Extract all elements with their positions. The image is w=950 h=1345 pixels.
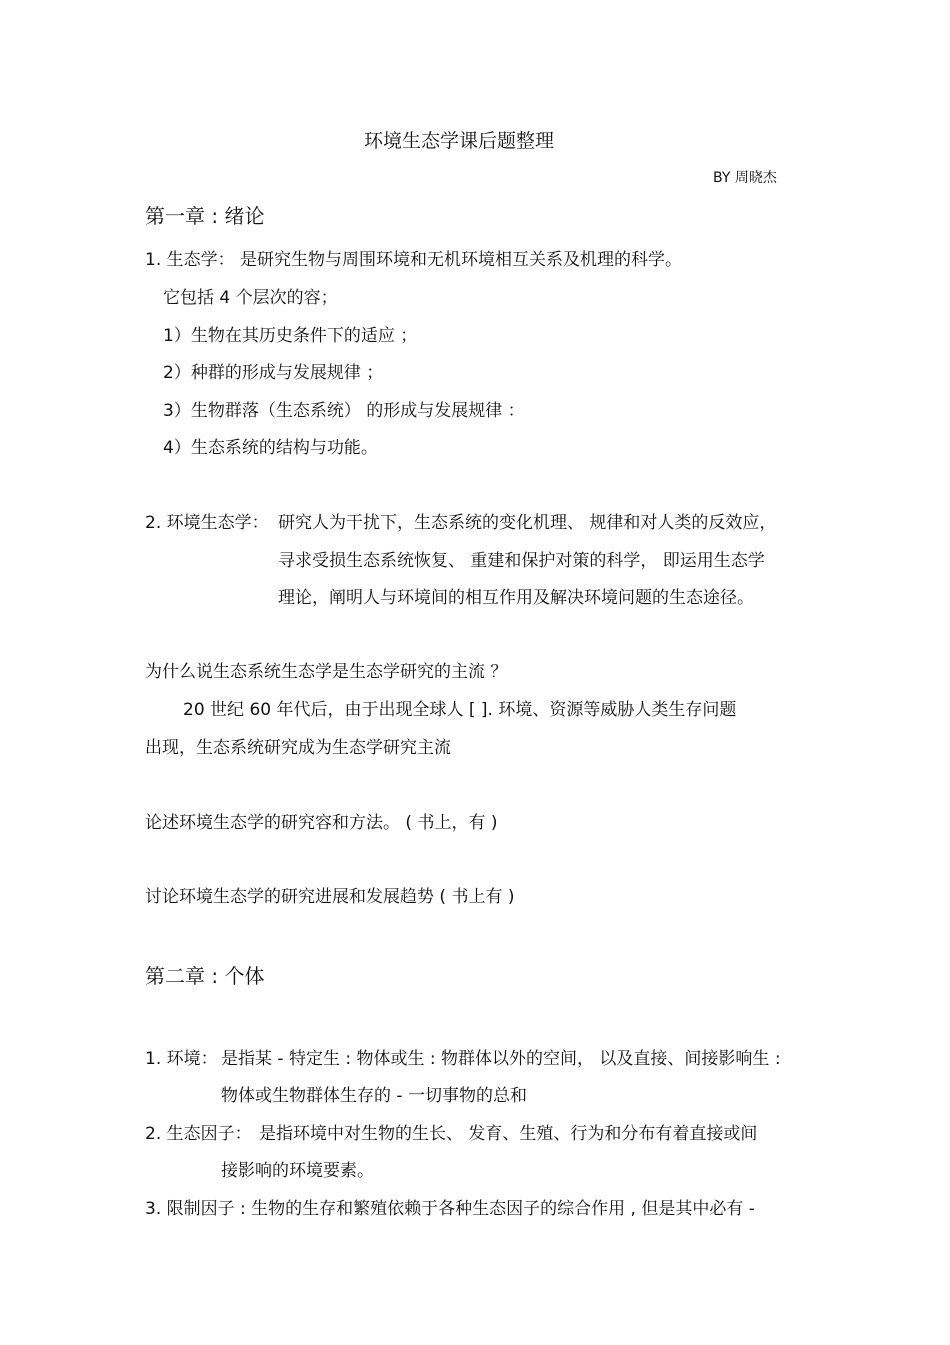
q3-answer: 出现，生态系统研究成为生态学研究主流 xyxy=(145,738,451,758)
chapter2-heading: 第二章 : 个体 xyxy=(145,964,265,988)
d3-line: 3. 限制因子 : 生物的生存和繁殖依赖于各种生态因子的综合作用 , 但是其中必有 - xyxy=(145,1199,755,1219)
d1-line: 物体或生物群体生存的 - 一切事物的总和 xyxy=(221,1086,527,1106)
q1-item: 4）生态系统的结构与功能。 xyxy=(163,438,378,458)
d2-line: 接影响的环境要素。 xyxy=(221,1161,374,1181)
q1-definition: 是研究生物与周围环境和无机环境相互关系及机理的科学。 xyxy=(240,250,682,270)
q1-item: 3）生物群落（生态系统） 的形成与发展规律 ： xyxy=(163,401,525,421)
q2-line: 研究人为干扰下，生态系统的变化机理、 规律和对人类的反效应， xyxy=(278,513,777,533)
q3-question: 为什么说生态系统生态学是生态学研究的主流 ？ xyxy=(145,662,508,682)
q1-item: 1）生物在其历史条件下的适应 ； xyxy=(163,326,418,346)
q2-term: 2. 环境生态学： xyxy=(145,513,269,533)
q2-line: 理论，阐明人与环境间的相互作用及解决环境问题的生态途径。 xyxy=(278,588,754,608)
q4-question: 论述环境生态学的研究容和方法。 ( 书上，有 ) xyxy=(145,813,498,833)
q2-line: 寻求受损生态系统恢复、 重建和保护对策的科学， 即运用生态学 xyxy=(278,551,765,571)
d2-term: 2. 生态因子： xyxy=(145,1124,252,1144)
author-byline: BY 周晓杰 xyxy=(713,170,777,186)
q5-question: 讨论环境生态学的研究进展和发展趋势 ( 书上有 ) xyxy=(145,887,515,907)
chapter1-heading: 第一章 : 绪论 xyxy=(145,204,265,228)
d1-term: 1. 环境： xyxy=(145,1049,218,1069)
q1-item: 2）种群的形成与发展规律 ； xyxy=(163,363,384,383)
q3-answer: 20 世纪 60 年代后，由于出现全球人 [ ]. 环境、资源等威胁人类生存问题 xyxy=(183,700,737,720)
document-title: 环境生态学课后题整理 xyxy=(364,130,555,152)
q1-term: 1. 生态学： xyxy=(145,250,235,270)
d1-line: 是指某 - 特定生 : 物体或生 : 物群体以外的空间， 以及直接、间接影响生 : xyxy=(221,1049,781,1069)
d2-line: 是指环境中对生物的生长、 发育、生殖、行为和分布有着直接或间 xyxy=(259,1124,758,1144)
q1-intro: 它包括 4 个层次的容； xyxy=(163,288,338,308)
